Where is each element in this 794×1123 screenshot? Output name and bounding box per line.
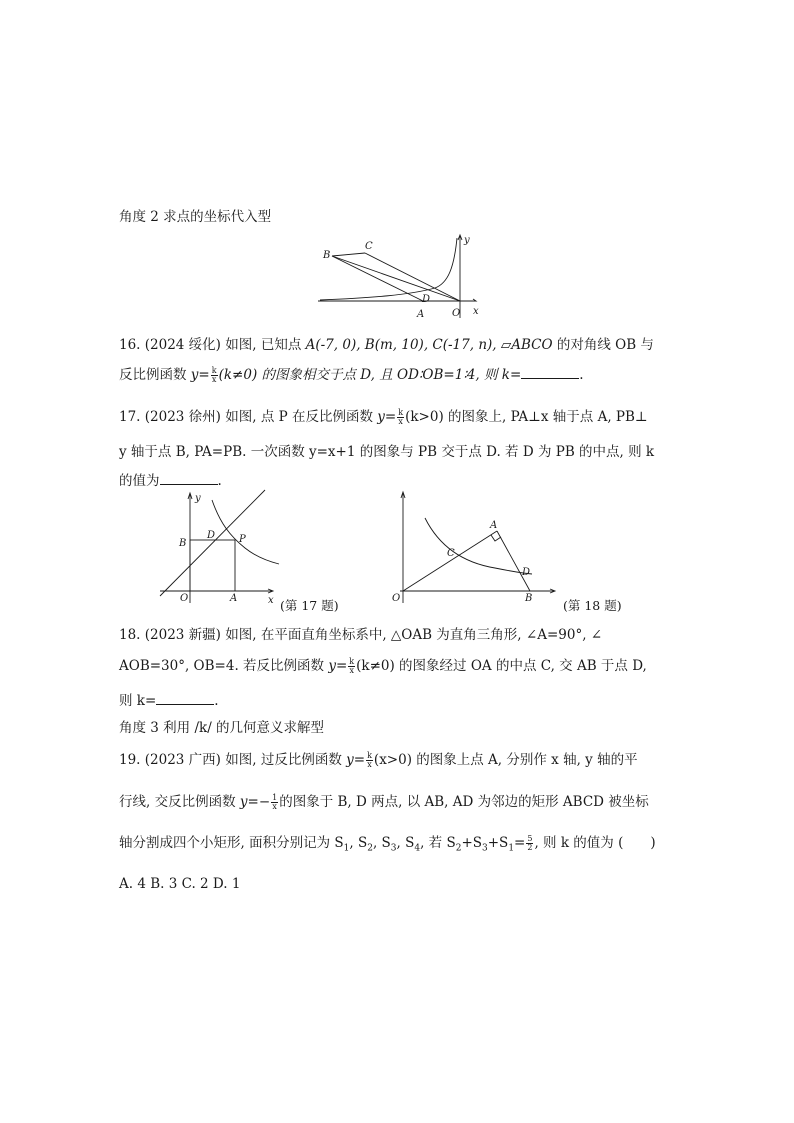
figure-16 [310,228,490,323]
fig17-label-p: P [239,534,246,545]
q19-line2: 行线, 交反比例函数 y=− $\frac{1}{x}$ 的图象于 B, D 两点, 以 AB, AD 为邻边的矩形 ABCD 被坐标 [119,793,649,811]
q18-line2: AOB=30°, OB=4. 若反比例函数 y= $\frac{k}{x}$ (k≠0) 的图象经过 OA 的中点 C, 交 AB 于点 D, [119,657,647,675]
q18-line1: 18. (2023 新疆) 如图, 在平面直角坐标系中, △OAB 为直角三角形, ∠A=90°, ∠ [119,627,603,643]
q19-options: A. 4 B. 3 C. 2 D. 1 [119,876,241,892]
caption-figure-17: (第 17 题) [280,598,339,613]
fraction-5-over-2: $\frac{5}{2}$ [527,834,533,852]
answer-blank-18 [156,692,214,705]
fig16-label-a: A [417,309,425,320]
caption-figure-18: (第 18 题) [563,598,622,613]
fig17-label-d: D [207,530,216,541]
section-heading-3: 角度 3 利用 /k/ 的几何意义求解型 [119,720,325,736]
figure-18 [385,488,565,608]
fraction-k-over-x: $\frac{k}{x}$ [349,657,355,675]
fraction-k-over-x: $\frac{k}{x}$ [398,408,404,426]
figure-17 [155,488,285,608]
fig18-label-a: A [490,520,498,531]
fig18-label-b: B [525,593,533,604]
q17-line3: 的值为 . [119,473,222,489]
q19-line3: 轴分割成四个小矩形, 面积分别记为 $S_1$, $S_2$, $S_3$, $S_4$, 若 $S_2+S_3+S_1=$ $\frac{5}{2}$ , 则 k 的值为 ( ) [119,834,656,854]
fraction-k-over-x: $\frac{k}{x}$ [211,366,217,384]
q16-line2: 反比例函数 y= $\frac{k}{x}$ (k≠0) 的图象相交于点 D, 且 OD∶OB=1∶4, 则 k= . [119,366,584,384]
fig16-label-d: D [422,294,431,305]
q18-line3: 则 k= . [119,693,219,709]
fig16-label-c: C [365,241,373,252]
fig17-label-b: B [179,538,187,549]
fig18-label-d: D [522,567,531,578]
fig16-label-y: y [464,235,470,246]
fig17-label-y: y [195,493,201,504]
fig17-label-x: x [268,595,274,606]
fig18-label-o: O [392,593,401,604]
q16-line1: 16. (2024 绥化) 如图, 已知点 A(-7, 0), B(m, 10), C(-17, n), ▱ABCO 的对角线 OB 与 [119,337,654,353]
answer-blank-17 [160,472,218,485]
fraction-1-over-x: $\frac{1}{x}$ [272,793,278,811]
fig17-label-o: O [180,593,189,604]
fig18-label-c: C [447,548,455,559]
fig16-label-x: x [473,306,479,317]
section-heading-2: 角度 2 求点的坐标代入型 [119,209,272,225]
q17-line2: y 轴于点 B, PA=PB. 一次函数 y=x+1 的图象与 PB 交于点 D. 若 D 为 PB 的中点, 则 k [119,444,655,460]
fig16-label-o: O [452,308,461,319]
q17-line1: 17. (2023 徐州) 如图, 点 P 在反比例函数 y= $\frac{k}{x}$ (k>0) 的图象上, PA⊥x 轴于点 A, PB⊥ [119,408,648,426]
q19-line1: 19. (2023 广西) 如图, 过反比例函数 y= $\frac{k}{x}$ (x>0) 的图象上点 A, 分别作 x 轴, y 轴的平 [119,751,638,769]
fig16-label-b: B [323,250,331,261]
answer-blank-16 [521,366,579,379]
fraction-k-over-x: $\frac{k}{x}$ [367,751,372,769]
fig17-label-a: A [230,593,238,604]
